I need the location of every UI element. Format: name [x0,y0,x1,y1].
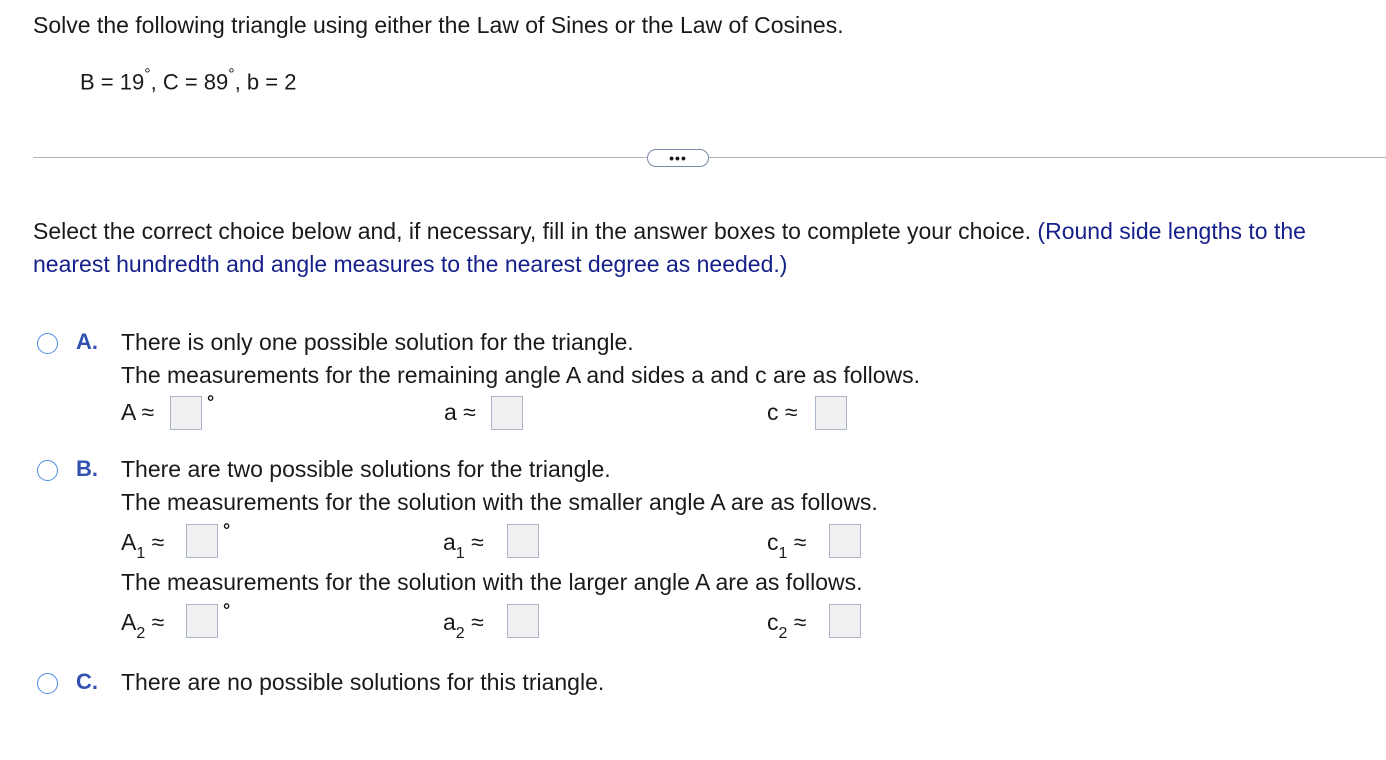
choice-a-letter: A. [76,329,98,354]
given-b: , b = 2 [234,69,297,95]
choice-a-side-a-input[interactable] [491,396,523,430]
instructions-hint: (Round side lengths to the nearest hundredth and angle measures to the nearest degree as needed.) [33,218,1306,277]
choice-a-line1: There is only one possible solution for the triangle. [121,329,634,355]
choice-b-label-a1: $a_1$ ≈ [443,529,484,562]
degree-symbol: ° [223,600,231,620]
choice-b-side-a1-input[interactable] [507,524,539,558]
section-divider [33,157,1386,158]
choice-a-line2: The measurements for the remaining angle A and sides a and c are as follows. [121,362,921,388]
choice-b-letter: B. [76,456,98,481]
choice-a-label-c: c ≈ [767,399,798,425]
given-C: , C = 89 [150,69,229,95]
choice-b-line1: There are two possible solutions for the triangle. [121,456,611,482]
given-B: B = 19 [80,69,145,95]
instructions [33,215,1353,281]
choice-b-radio[interactable] [37,460,58,481]
choice-b-label-A2: $A_2$ ≈ [121,609,165,642]
choice-b-label-a2: $a_2$ ≈ [443,609,484,642]
choice-b-angle-A1-input[interactable] [186,524,218,558]
degree-symbol: ° [228,66,235,83]
choice-a-radio[interactable] [37,333,58,354]
choice-b-line3: The measurements for the solution with the larger angle A are as follows. [121,569,863,595]
question-prompt: Solve the following triangle using either the Law of Sines or the Law of Cosines. [33,12,844,38]
choice-b-label-c2: $c_2$ ≈ [767,609,807,642]
choice-b-line2: The measurements for the solution with the smaller angle A are as follows. [121,489,878,515]
choice-c-line1: There are no possible solutions for this triangle. [121,669,605,695]
choice-b-label-A1: $A_1$ ≈ [121,529,165,562]
degree-symbol: ° [144,66,151,83]
instructions-main: Select the correct choice below and, if necessary, fill in the answer boxes to complete your choice. [33,218,1032,244]
degree-symbol: ° [207,392,215,412]
choice-b-side-a2-input[interactable] [507,604,539,638]
given-values [80,68,296,95]
show-more-button[interactable]: ••• [647,149,709,167]
choice-a-side-c-input[interactable] [815,396,847,430]
choice-c-radio[interactable] [37,673,58,694]
choice-a-label-a: a ≈ [444,399,476,425]
choice-b-label-c1: $c_1$ ≈ [767,529,807,562]
choice-a-angle-A-input[interactable] [170,396,202,430]
choice-b-side-c2-input[interactable] [829,604,861,638]
choice-c-letter: C. [76,669,98,694]
degree-symbol: ° [223,520,231,540]
choice-b-side-c1-input[interactable] [829,524,861,558]
choice-a-label-A: A ≈ [121,399,155,425]
choice-b-angle-A2-input[interactable] [186,604,218,638]
